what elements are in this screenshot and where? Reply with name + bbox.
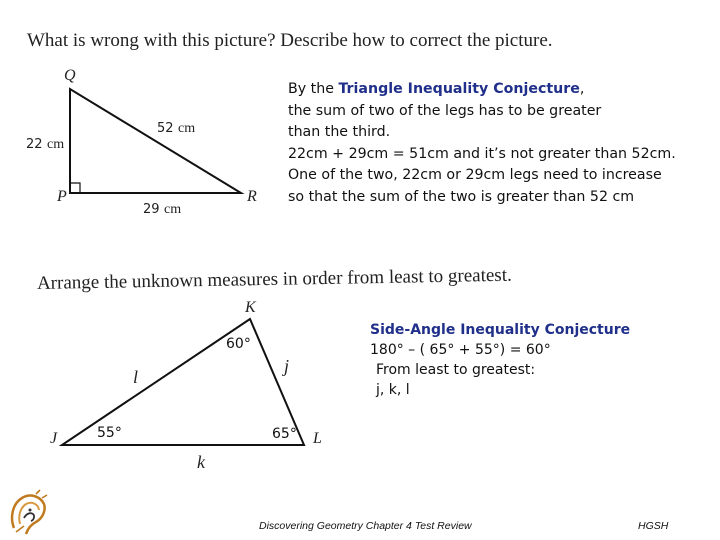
explanation-line-5: One of the two, 22cm or 29cm legs need to increase <box>288 167 662 184</box>
angle-j-measure: 55° <box>97 425 122 441</box>
angle-calculation: 180° – ( 65° + 55°) = 60° <box>370 342 551 358</box>
footer-caption: Discovering Geometry Chapter 4 Test Review <box>259 520 472 532</box>
vertex-j-label: J <box>50 430 58 447</box>
lion-logo-icon <box>6 488 50 536</box>
explanation-line-1: By the Triangle Inequality Conjecture, <box>288 81 585 97</box>
vertex-r-label: R <box>247 188 257 205</box>
explanation-line-4: 22cm + 29cm = 51cm and it’s not greater than 52cm. <box>288 145 676 162</box>
explanation-line-6: so that the sum of the two is greater than 52 cm <box>288 188 635 205</box>
side-qp-value: 22 <box>26 137 43 152</box>
angle-l-measure: 65° <box>272 426 297 442</box>
side-qr-unit: cm <box>178 121 196 136</box>
answer-block <box>370 320 630 400</box>
side-pr-unit: cm <box>164 202 182 217</box>
question-2-prompt: Arrange the unknown measures in order from least to greatest. <box>36 264 512 294</box>
explanation-line-3: than the third. <box>288 124 391 141</box>
side-pr-value: 29 <box>143 202 160 217</box>
vertex-q-label: Q <box>64 67 76 84</box>
angle-k-measure: 60° <box>226 336 251 352</box>
question-1-prompt: What is wrong with this picture? Describe how to correct the picture. <box>27 30 553 51</box>
side-qr-value: 52 <box>157 121 174 136</box>
vertex-l-label: L <box>313 430 322 447</box>
side-qp-unit: cm <box>47 137 65 152</box>
side-k-label: k <box>197 452 205 472</box>
conjecture-name: Triangle Inequality Conjecture <box>338 81 580 97</box>
side-l-label: l <box>133 367 139 387</box>
explanation-line-2: the sum of two of the legs has to be greater <box>288 102 602 119</box>
vertex-p-label: P <box>57 188 67 205</box>
order-label: From least to greatest: <box>376 362 536 378</box>
side-j-label: j <box>284 356 290 376</box>
footer-school: HGSH <box>638 520 669 532</box>
order-answer: j, k, l <box>376 382 410 398</box>
vertex-k-label: K <box>245 299 256 316</box>
side-angle-conjecture-title: Side-Angle Inequality Conjecture <box>370 322 631 338</box>
